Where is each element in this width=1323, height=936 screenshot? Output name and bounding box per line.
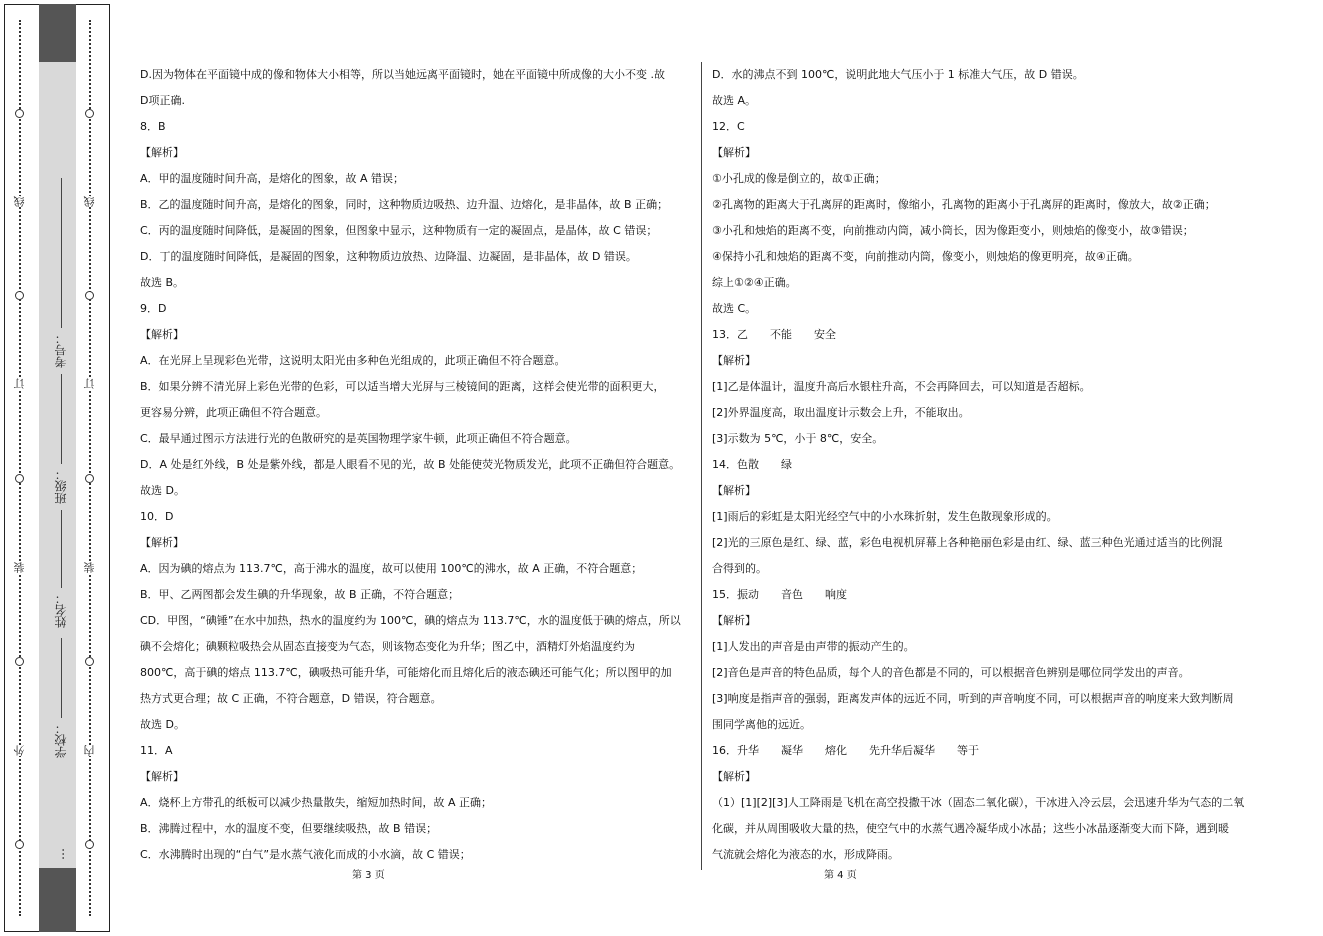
text-line: 【解析】	[140, 328, 184, 341]
text-line: 更容易分辨，此项正确但不符合题意。	[140, 406, 327, 419]
text-line: 【解析】	[712, 614, 756, 627]
text-line: 15．振动 音色 响度	[712, 588, 847, 601]
text-line: 热方式更合理；故 C 正确，不符合题意，D 错误，符合题意。	[140, 692, 442, 705]
page-number-3: 第 3 页	[352, 870, 385, 881]
text-line: 碘不会熔化；碘颗粒吸热会从固态直接变为气态，则该物态变化为升华；图乙中，酒精灯外焰温度约为	[140, 640, 635, 653]
text-line: 【解析】	[140, 146, 184, 159]
text-line: 故选 C。	[712, 302, 757, 315]
text-line: 故选 B。	[140, 276, 185, 289]
outer-label-zhuang: 装	[13, 562, 26, 573]
class-field[interactable]	[61, 374, 62, 464]
text-line: D项正确.	[140, 94, 185, 107]
text-line: D．水的沸点不到 100℃，说明此地大气压小于 1 标准大气压，故 D 错误。	[712, 68, 1084, 81]
binding-hole	[15, 291, 24, 300]
text-line: ③小孔和烛焰的距离不变，向前推动内筒，减小筒长，因为像距变小，则烛焰的像变小，故③错误；	[712, 224, 1194, 237]
text-line: A．烧杯上方带孔的纸板可以减少热量散失，缩短加热时间，故 A 正确；	[140, 796, 493, 809]
column-divider	[701, 62, 702, 870]
text-line: ④保持小孔和烛焰的距离不变，向前推动内筒，像变小，则烛焰的像更明亮，故④正确。	[712, 250, 1139, 263]
name-field[interactable]	[61, 510, 62, 588]
text-line: ①小孔成的像是倒立的，故①正确；	[712, 172, 886, 185]
gutter-bottom-cap	[39, 868, 76, 932]
text-line: （1）[1][2][3]人工降雨是飞机在高空投撒干冰（固态二氧化碳），干冰进入冷云层，会迅速升华为气态的二氧	[712, 796, 1245, 809]
binding-margin	[0, 0, 112, 936]
text-line: [1]人发出的声音是由声带的振动产生的。	[712, 640, 915, 653]
left-page-column	[140, 62, 692, 868]
text-line: A．甲的温度随时间升高，是熔化的图象，故 A 错误；	[140, 172, 405, 185]
inner-label-zhuang: 装	[83, 562, 96, 573]
text-line: CD．甲图，“碘锤”在水中加热，热水的温度约为 100℃，碘的熔点为 113.7℃，水的温度低于碘的熔点，所以	[140, 614, 681, 627]
inner-label-ding: 订	[83, 378, 96, 389]
text-line: 合得到的。	[712, 562, 767, 575]
text-line: [1]雨后的彩虹是太阳光经空气中的小水珠折射，发生色散现象形成的。	[712, 510, 1058, 523]
inner-label-nei: 内	[83, 745, 96, 756]
outer-label-ding: 订	[13, 378, 26, 389]
school-field[interactable]	[61, 638, 62, 718]
text-line: 【解析】	[140, 536, 184, 549]
text-line: [3]示数为 5℃，小于 8℃，安全。	[712, 432, 884, 445]
binding-hole	[15, 840, 24, 849]
text-line: 【解析】	[140, 770, 184, 783]
outer-label-xian: 线	[13, 196, 26, 207]
text-line: D．A 处是红外线，B 处是紫外线，都是人眼看不见的光，故 B 处能使荧光物质发光，此项不正确但符合题意。	[140, 458, 681, 471]
binding-hole	[15, 474, 24, 483]
text-line: 【解析】	[712, 770, 756, 783]
text-line: [1]乙是体温计，温度升高后水银柱升高，不会再降回去，可以知道是否超标。	[712, 380, 1091, 393]
binding-hole	[85, 291, 94, 300]
text-line: C．丙的温度随时间降低，是凝固的图象，但图象中显示，这种物质有一定的凝固点，是晶体，故 C 错误；	[140, 224, 658, 237]
binding-hole	[85, 109, 94, 118]
text-line: [2]光的三原色是红、绿、蓝，彩色电视机屏幕上各种艳丽色彩是由红、绿、蓝三种色光通过适当的比例混	[712, 536, 1223, 549]
text-line: 8．B	[140, 120, 166, 133]
right-page-column	[712, 62, 1264, 868]
text-line: D．丁的温度随时间降低，是凝固的图象，这种物质边放热、边降温、边凝固，是非晶体，故 D 错误。	[140, 250, 637, 263]
class-label: 班级：	[54, 468, 68, 504]
text-line: A．因为碘的熔点为 113.7℃，高于沸水的温度，故可以使用 100℃的沸水，故 A 正确，不符合题意；	[140, 562, 643, 575]
text-line: 800℃，高于碘的熔点 113.7℃，碘吸热可能升华，可能熔化而且熔化后的液态碘还可能气化；所以图甲的加	[140, 666, 672, 679]
outer-cut-line	[19, 20, 21, 916]
text-line: B．乙的温度随时间升高，是熔化的图象，同时，这种物质边吸热、边升温、边熔化，是非晶体，故 B 正确；	[140, 198, 669, 211]
school-label: 学校：	[54, 722, 68, 758]
exam-number-label: 考号：	[54, 332, 68, 368]
binding-hole	[85, 474, 94, 483]
binding-hole	[15, 657, 24, 666]
text-line: C．最早通过图示方法进行光的色散研究的是英国物理学家牛顿，此项正确但不符合题意。	[140, 432, 577, 445]
text-line: 【解析】	[712, 484, 756, 497]
text-line: 故选 D。	[140, 484, 185, 497]
text-line: B．甲、乙两图都会发生碘的升华现象，故 B 正确，不符合题意；	[140, 588, 460, 601]
page-number-4: 第 4 页	[824, 870, 857, 881]
text-line: 13．乙 不能 安全	[712, 328, 836, 341]
text-line: A．在光屏上呈现彩色光带，这说明太阳光由多种色光组成的，此项正确但不符合题意。	[140, 354, 566, 367]
text-line: [2]音色是声音的特色品质，每个人的音色都是不同的，可以根据音色辨别是哪位同学发出的声音。	[712, 666, 1190, 679]
text-line: 化碳，并从周围吸收大量的热，使空气中的水蒸气遇冷凝华成小冰晶；这些小冰晶逐渐变大而下降，遇到暖	[712, 822, 1229, 835]
outer-label-wai: 外	[13, 745, 26, 756]
text-line: ②孔离物的距离大于孔离屏的距离时，像缩小，孔离物的距离小于孔离屏的距离时，像放大，故②正确；	[712, 198, 1216, 211]
text-line: 围同学离他的远近。	[712, 718, 811, 731]
text-line: D.因为物体在平面镜中成的像和物体大小相等，所以当她远离平面镜时，她在平面镜中所成像的大小不变 .故	[140, 68, 665, 81]
text-line: 9．D	[140, 302, 167, 315]
inner-label-xian: 线	[83, 196, 96, 207]
gutter-top-cap	[39, 4, 76, 62]
text-line: 16．升华 凝华 熔化 先升华后凝华 等于	[712, 744, 979, 757]
binding-hole	[15, 109, 24, 118]
text-line: C．水沸腾时出现的“白气”是水蒸气液化而成的小水滴，故 C 错误；	[140, 848, 471, 861]
text-line: 11．A	[140, 744, 173, 757]
text-line: 10．D	[140, 510, 174, 523]
text-line: [2]外界温度高，取出温度计示数会上升，不能取出。	[712, 406, 970, 419]
name-label: 姓名：	[54, 592, 68, 628]
inner-cut-line	[89, 20, 91, 916]
text-line: 【解析】	[712, 354, 756, 367]
text-line: B．如果分辨不清光屏上彩色光带的色彩，可以适当增大光屏与三棱镜间的距离，这样会使光带的面积更大，	[140, 380, 665, 393]
binding-hole	[85, 657, 94, 666]
text-line: 综上①②④正确。	[712, 276, 797, 289]
text-line: B．沸腾过程中，水的温度不变，但要继续吸热，故 B 错误；	[140, 822, 438, 835]
text-line: 气流就会熔化为液态的水，形成降雨。	[712, 848, 899, 861]
text-line: 12．C	[712, 120, 745, 133]
ellipsis-mark: …	[53, 848, 67, 860]
text-line: 故选 D。	[140, 718, 185, 731]
text-line: 14．色散 绿	[712, 458, 792, 471]
text-line: 【解析】	[712, 146, 756, 159]
text-line: 故选 A。	[712, 94, 757, 107]
exam-number-field[interactable]	[61, 178, 62, 328]
binding-hole	[85, 840, 94, 849]
text-line: [3]响度是指声音的强弱，距离发声体的远近不同，听到的声音响度不同，可以根据声音的响度来大致判断周	[712, 692, 1234, 705]
